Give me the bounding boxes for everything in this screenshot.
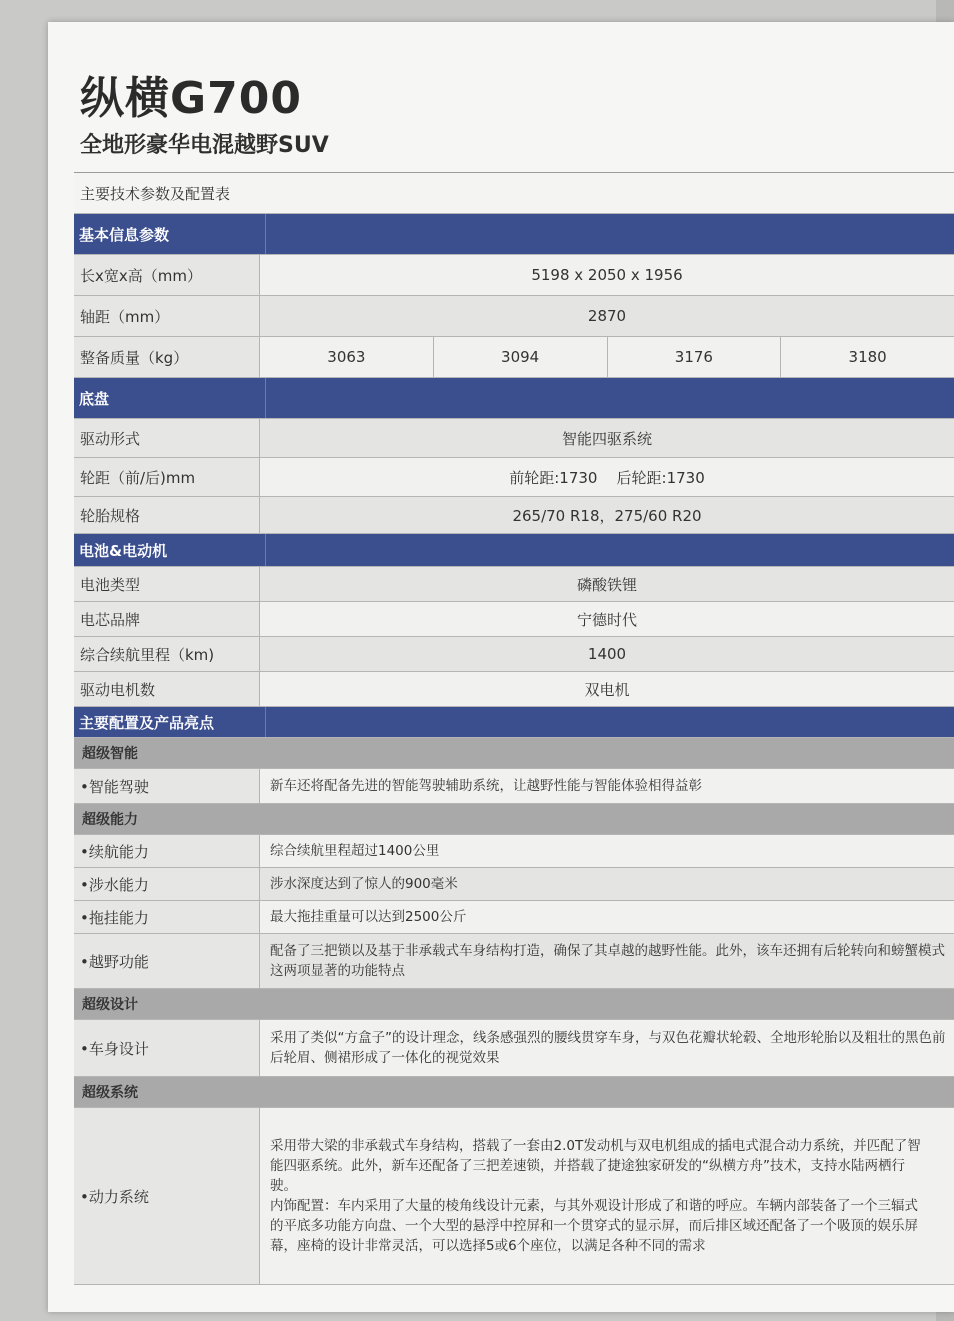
page-subtitle: 全地形豪华电混越野SUV (80, 133, 329, 158)
row-label: •车身设计 (74, 1020, 260, 1076)
group-design: 超级设计 (74, 989, 954, 1020)
table-row (74, 672, 954, 707)
section-battery (74, 534, 954, 567)
table-row (74, 497, 954, 534)
row-value: 双电机 (260, 672, 954, 706)
row-label: 长x宽x高（mm） (74, 255, 260, 295)
row-value: 宁德时代 (260, 602, 954, 636)
row-label: 驱动电机数 (74, 672, 260, 706)
row-label: •智能驾驶 (74, 769, 260, 803)
row-label: •越野功能 (74, 934, 260, 988)
row-label: 轮距（前/后)mm (74, 458, 260, 496)
table-row (74, 419, 954, 458)
table-caption: 主要技术参数及配置表 (74, 173, 954, 214)
row-label: •动力系统 (74, 1108, 260, 1284)
table-row (74, 868, 954, 901)
row-value: 新车还将配备先进的智能驾驶辅助系统，让越野性能与智能体验相得益彰 (260, 769, 954, 803)
section-chassis (74, 378, 954, 419)
table-row (74, 901, 954, 934)
group-capability: 超级能力 (74, 804, 954, 835)
row-value: 综合续航里程超过1400公里 (260, 835, 954, 867)
table-row (74, 1108, 954, 1285)
section-label: 主要配置及产品亮点 (74, 707, 266, 737)
mass-value: 3180 (781, 337, 954, 377)
row-label: •涉水能力 (74, 868, 260, 900)
table-row (74, 255, 954, 296)
row-label: •拖挂能力 (74, 901, 260, 933)
mass-value: 3094 (434, 337, 608, 377)
page-title: 纵横G700 (80, 73, 302, 124)
table-row (74, 835, 954, 868)
row-label: 电池类型 (74, 567, 260, 601)
row-label: 电芯品牌 (74, 602, 260, 636)
row-value: 1400 (260, 637, 954, 671)
table-row (74, 567, 954, 602)
table-row (74, 337, 954, 378)
table-row (74, 637, 954, 672)
row-label: 驱动形式 (74, 419, 260, 457)
row-label: •续航能力 (74, 835, 260, 867)
table-row (74, 296, 954, 337)
table-row (74, 769, 954, 804)
row-value: 2870 (260, 296, 954, 336)
row-value (260, 1108, 954, 1284)
row-value: 5198 x 2050 x 1956 (260, 255, 954, 295)
section-label: 电池&电动机 (74, 534, 266, 566)
row-value: 配备了三把锁以及基于非承载式车身结构打造，确保了其卓越的越野性能。此外，该车还拥有后轮转向和螃蟹模式这两项显著的功能特点 (260, 934, 954, 988)
row-value: 磷酸铁锂 (260, 567, 954, 601)
mass-value: 3063 (260, 337, 434, 377)
row-label: 轴距（mm） (74, 296, 260, 336)
group-intelligence: 超级智能 (74, 738, 954, 769)
row-label: 轮胎规格 (74, 497, 260, 533)
section-basic (74, 214, 954, 255)
section-label: 底盘 (74, 378, 266, 418)
table-row (74, 934, 954, 989)
mass-value: 3176 (608, 337, 782, 377)
row-value: 智能四驱系统 (260, 419, 954, 457)
row-value: 最大拖挂重量可以达到2500公斤 (260, 901, 954, 933)
table-row (74, 458, 954, 497)
power-text-1: 采用带大梁的非承载式车身结构，搭载了一套由2.0T发动机与双电机组成的插电式混合动力系统，并匹配了智能四驱系统。此外，新车还配备了三把差速锁，并搭载了捷途独家研发的“纵横方舟”技术，支持水陆两栖行驶。 (270, 1138, 921, 1194)
row-value: 265/70 R18，275/60 R20 (260, 497, 954, 533)
table-row (74, 1020, 954, 1077)
row-value: 前轮距:1730 后轮距:1730 (260, 458, 954, 496)
section-label: 基本信息参数 (74, 214, 266, 254)
row-label: 综合续航里程（km) (74, 637, 260, 671)
section-highlights (74, 707, 954, 738)
row-value: 采用了类似“方盒子”的设计理念，线条感强烈的腰线贯穿车身，与双色花瓣状轮毂、全地形轮胎以及粗壮的黑色前后轮眉、侧裙形成了一体化的视觉效果 (260, 1020, 954, 1076)
group-system: 超级系统 (74, 1077, 954, 1108)
row-label: 整备质量（kg） (74, 337, 260, 377)
power-text-2: 内饰配置：车内采用了大量的棱角线设计元素，与其外观设计形成了和谐的呼应。车辆内部装备了一个三辐式的平底多功能方向盘、一个大型的悬浮中控屏和一个贯穿式的显示屏，而后排区域还配备了一个吸顶的娱乐屏幕，座椅的设计非常灵活，可以选择5或6个座位，以满足各种不同的需求 (270, 1198, 918, 1254)
spec-table (74, 172, 954, 1285)
row-value: 涉水深度达到了惊人的900毫米 (260, 868, 954, 900)
table-row (74, 602, 954, 637)
